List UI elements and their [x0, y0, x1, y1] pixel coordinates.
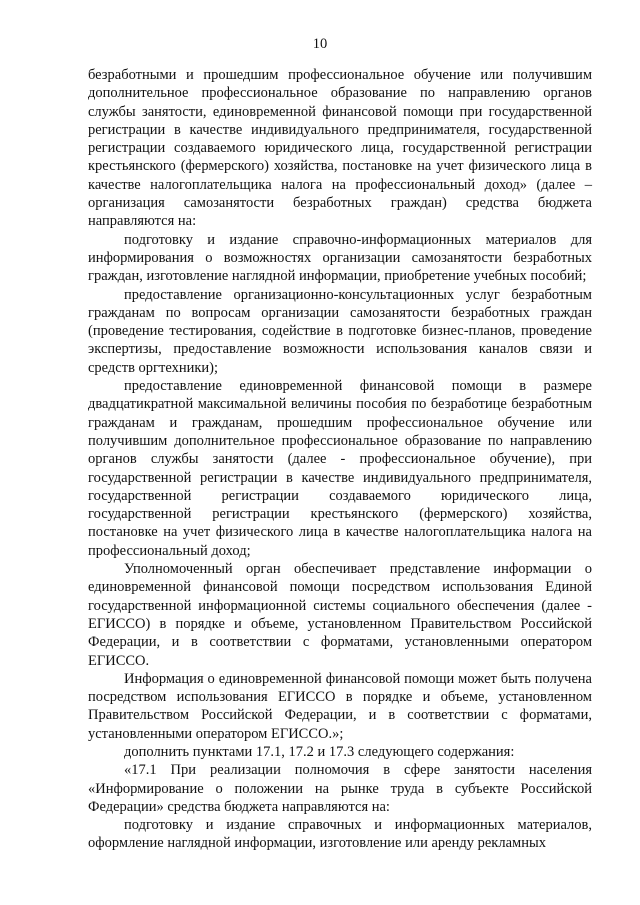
paragraph-continuation: безработными и прошедшим профессиональное обучение или получившим дополнительное профессиональное образование по направлению органов службы занятости, единовременной финансовой помощи при государственной регистрации в качестве индивидуального предпринимателя, государственной регистрации создаваемого юридического лица, государственной регистрации крестьянского (фермерского) хозяйства, постановке на учет физического лица в качестве налогоплательщика налога на профессиональный доход» (далее – организация самозанятости безработных граждан) средства бюджета направляются на:	[88, 67, 592, 230]
document-body	[88, 66, 592, 853]
paragraph-financial-aid: предоставление единовременной финансовой помощи в размере двадцатикратной максимальной величины пособия по безработице безработным гражданам и гражданам, прошедшим профессиональное обучение или получившим дополнительное профессиональное образование по направлению органов службы занятости (далее - профессиональное обучение), при государственной регистрации в качестве индивидуального предпринимателя, государственной регистрации создаваемого юридического лица, государственной регистрации крестьянского (фермерского) хозяйства, постановке на учет физического лица в качестве налогоплательщика налога на профессиональный доход;	[88, 378, 592, 559]
paragraph-consulting-services: предоставление организационно-консультационных услуг безработным гражданам по вопросам организации самозанятости безработных граждан (проведение тестирования, содействие в подготовке бизнес-планов, проведение экспертизы, предоставление возможности использования каналов связи и средств оргтехники);	[88, 286, 592, 376]
paragraph-egisso-info: Уполномоченный орган обеспечивает представление информации о единовременной финансовой помощи посредством использования Единой государственной информационной системы социального обеспечения (далее - ЕГИССО) в порядке и объеме, установленном Правительством Российской Федерации, и в соответствии с форматами, установленными оператором ЕГИССО.	[88, 561, 592, 669]
paragraph-preparation: подготовку и издание справочных и информационных материалов, оформление наглядной информации, изготовление или аренду рекламных	[88, 817, 592, 852]
paragraph-materials: подготовку и издание справочно-информационных материалов для информирования о возможностях организации самозанятости безработных граждан, изготовление наглядной информации, приобретение учебных пособий;	[88, 231, 592, 285]
paragraph-add-clauses: дополнить пунктами 17.1, 17.2 и 17.3 следующего содержания:	[124, 743, 515, 760]
paragraph-clause-17-1: «17.1 При реализации полномочия в сфере занятости населения «Информирование о положении на рынке труда в субъекте Российской Федерации» средства бюджета направляются на:	[88, 762, 592, 815]
paragraph-egisso-access: Информация о единовременной финансовой помощи может быть получена посредством использования ЕГИССО в порядке и объеме, установленном Правительством Российской Федерации, и в соответствии с форматами, установленными оператором ЕГИССО.»;	[88, 670, 592, 742]
page-number: 10	[312, 36, 328, 52]
